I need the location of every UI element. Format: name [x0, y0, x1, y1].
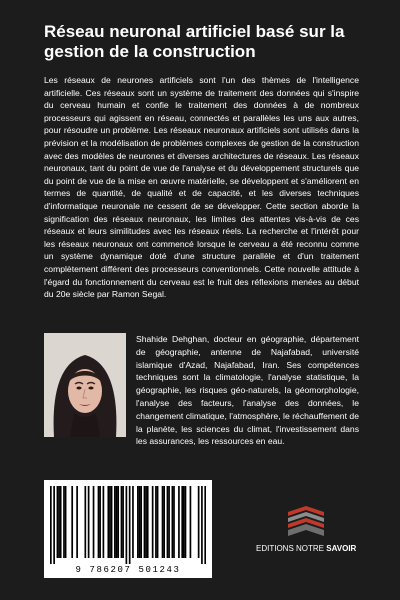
barcode-bar [111, 486, 113, 558]
barcode-bar [190, 486, 192, 558]
barcode-bar [185, 486, 187, 558]
publisher-name [256, 544, 356, 554]
barcode-bar [162, 486, 164, 558]
barcode-bar [107, 486, 109, 558]
barcode-bar [117, 486, 119, 558]
barcode-bar [152, 486, 154, 558]
barcode-bar [129, 486, 131, 564]
barcode-bars [50, 486, 206, 564]
barcode-bar [168, 486, 170, 558]
barcode-bar [157, 486, 159, 558]
barcode-bar [53, 486, 55, 564]
barcode-bar [116, 486, 118, 558]
barcode-bar [50, 486, 52, 564]
barcode-bar [132, 486, 134, 558]
books-logo-icon [264, 506, 348, 542]
barcode-bar [98, 486, 100, 558]
barcode-bar [109, 486, 111, 558]
author-bio: Shahide Dehghan, docteur en géographie, département de géographie, antenne de Najafabad, université islamique d'Azad, Najafabad, Iran. Ses compétences techniques sont la climatologie, l'analyse statistique, la géographie, les risques géo-naturels, la géomorphologie, l'analyse des facteurs, l'analyse des données, le changement climatique, l'atmosphère, le réchauffement de la planète, les sciences du climat, l'investissement dans les assurances, les ressources en eau. [136, 334, 359, 447]
publisher-prefix: EDITIONS NOTRE [256, 544, 325, 553]
book-summary: Les réseaux de neurones artificiels sont l'un des thèmes de l'intelligence artificielle. Ces réseaux sont un système de traitement des données qui s'inspire du cerveau humain et confie le traitement des données à de nombreux processeurs qui agissent en réseau, connectés et parallèles les uns aux autres, pour résoudre un problème. Les réseaux neuronaux artificiels sont utilisés dans la prévision et la modélisation de problèmes complexes de gestion de la construction avec des modèles de neurones et diverses architectures de réseaux. Les réseaux neuronaux, tant du point de vue de l'analyse et du développement structurels que du point de vue de la mise en œuvre matérielle, se développent et s'améliorent en termes de quantité, de qualité et de capacité, et les diverses techniques d'informatique neuronale ne cessent de se développer. Cette section aborde la signification des réseaux neuronaux, les limites des attentes vis-à-vis de ces réseaux et leurs similitudes avec les réseaux réels. La recherche et l'intérêt pour les réseaux neuronaux ont commencé lorsque le cerveau a été reconnu comme un système dynamique doté d'une structure parallèle et d'un traitement complètement différent des processeurs conventionnels. Cette nouvelle attitude à l'égard du fonctionnement du cerveau est le fruit des réflexions menées au début du 20e siècle par Ramon Segal. [44, 75, 359, 300]
barcode-bar [183, 486, 185, 558]
barcode-bar [58, 486, 60, 558]
barcode-bar [181, 486, 183, 558]
barcode-bar [173, 486, 175, 558]
barcode-bar [139, 486, 141, 558]
barcode-bar [140, 486, 142, 558]
barcode-bar [172, 486, 174, 558]
isbn-number: 9 786207 501243 [75, 565, 181, 575]
barcode-bar [147, 486, 149, 558]
barcode-bar [76, 486, 78, 558]
barcode-bar [144, 486, 146, 558]
barcode-bar [65, 486, 67, 558]
barcode-bar [145, 486, 147, 558]
barcode-bar [103, 486, 105, 558]
barcode-bar [99, 486, 101, 558]
barcode-bar [88, 486, 90, 558]
barcode-bar [204, 486, 206, 564]
barcode-bar [121, 486, 123, 558]
publisher-logo [256, 506, 356, 556]
barcode-bar [126, 486, 128, 564]
isbn-barcode [44, 480, 212, 578]
barcode-bar [163, 486, 165, 558]
barcode-bar [178, 486, 180, 558]
barcode-bar [201, 486, 203, 564]
author-photo [44, 333, 126, 437]
barcode-bar [155, 486, 157, 558]
barcode-bar [167, 486, 169, 558]
barcode-bar [63, 486, 65, 558]
barcode-bar [114, 486, 116, 558]
publisher-brand: SAVOIR [326, 544, 357, 553]
book-title: Réseau neuronal artificiel basé sur la gestion de la construction [44, 22, 345, 61]
barcode-bar [137, 486, 139, 558]
barcode-bar [60, 486, 62, 558]
barcode-bar [122, 486, 124, 558]
barcode-bar [71, 486, 73, 558]
barcode-bar [84, 486, 86, 558]
barcode-bar [198, 486, 200, 558]
barcode-bar [93, 486, 95, 558]
barcode-bar [57, 486, 59, 558]
